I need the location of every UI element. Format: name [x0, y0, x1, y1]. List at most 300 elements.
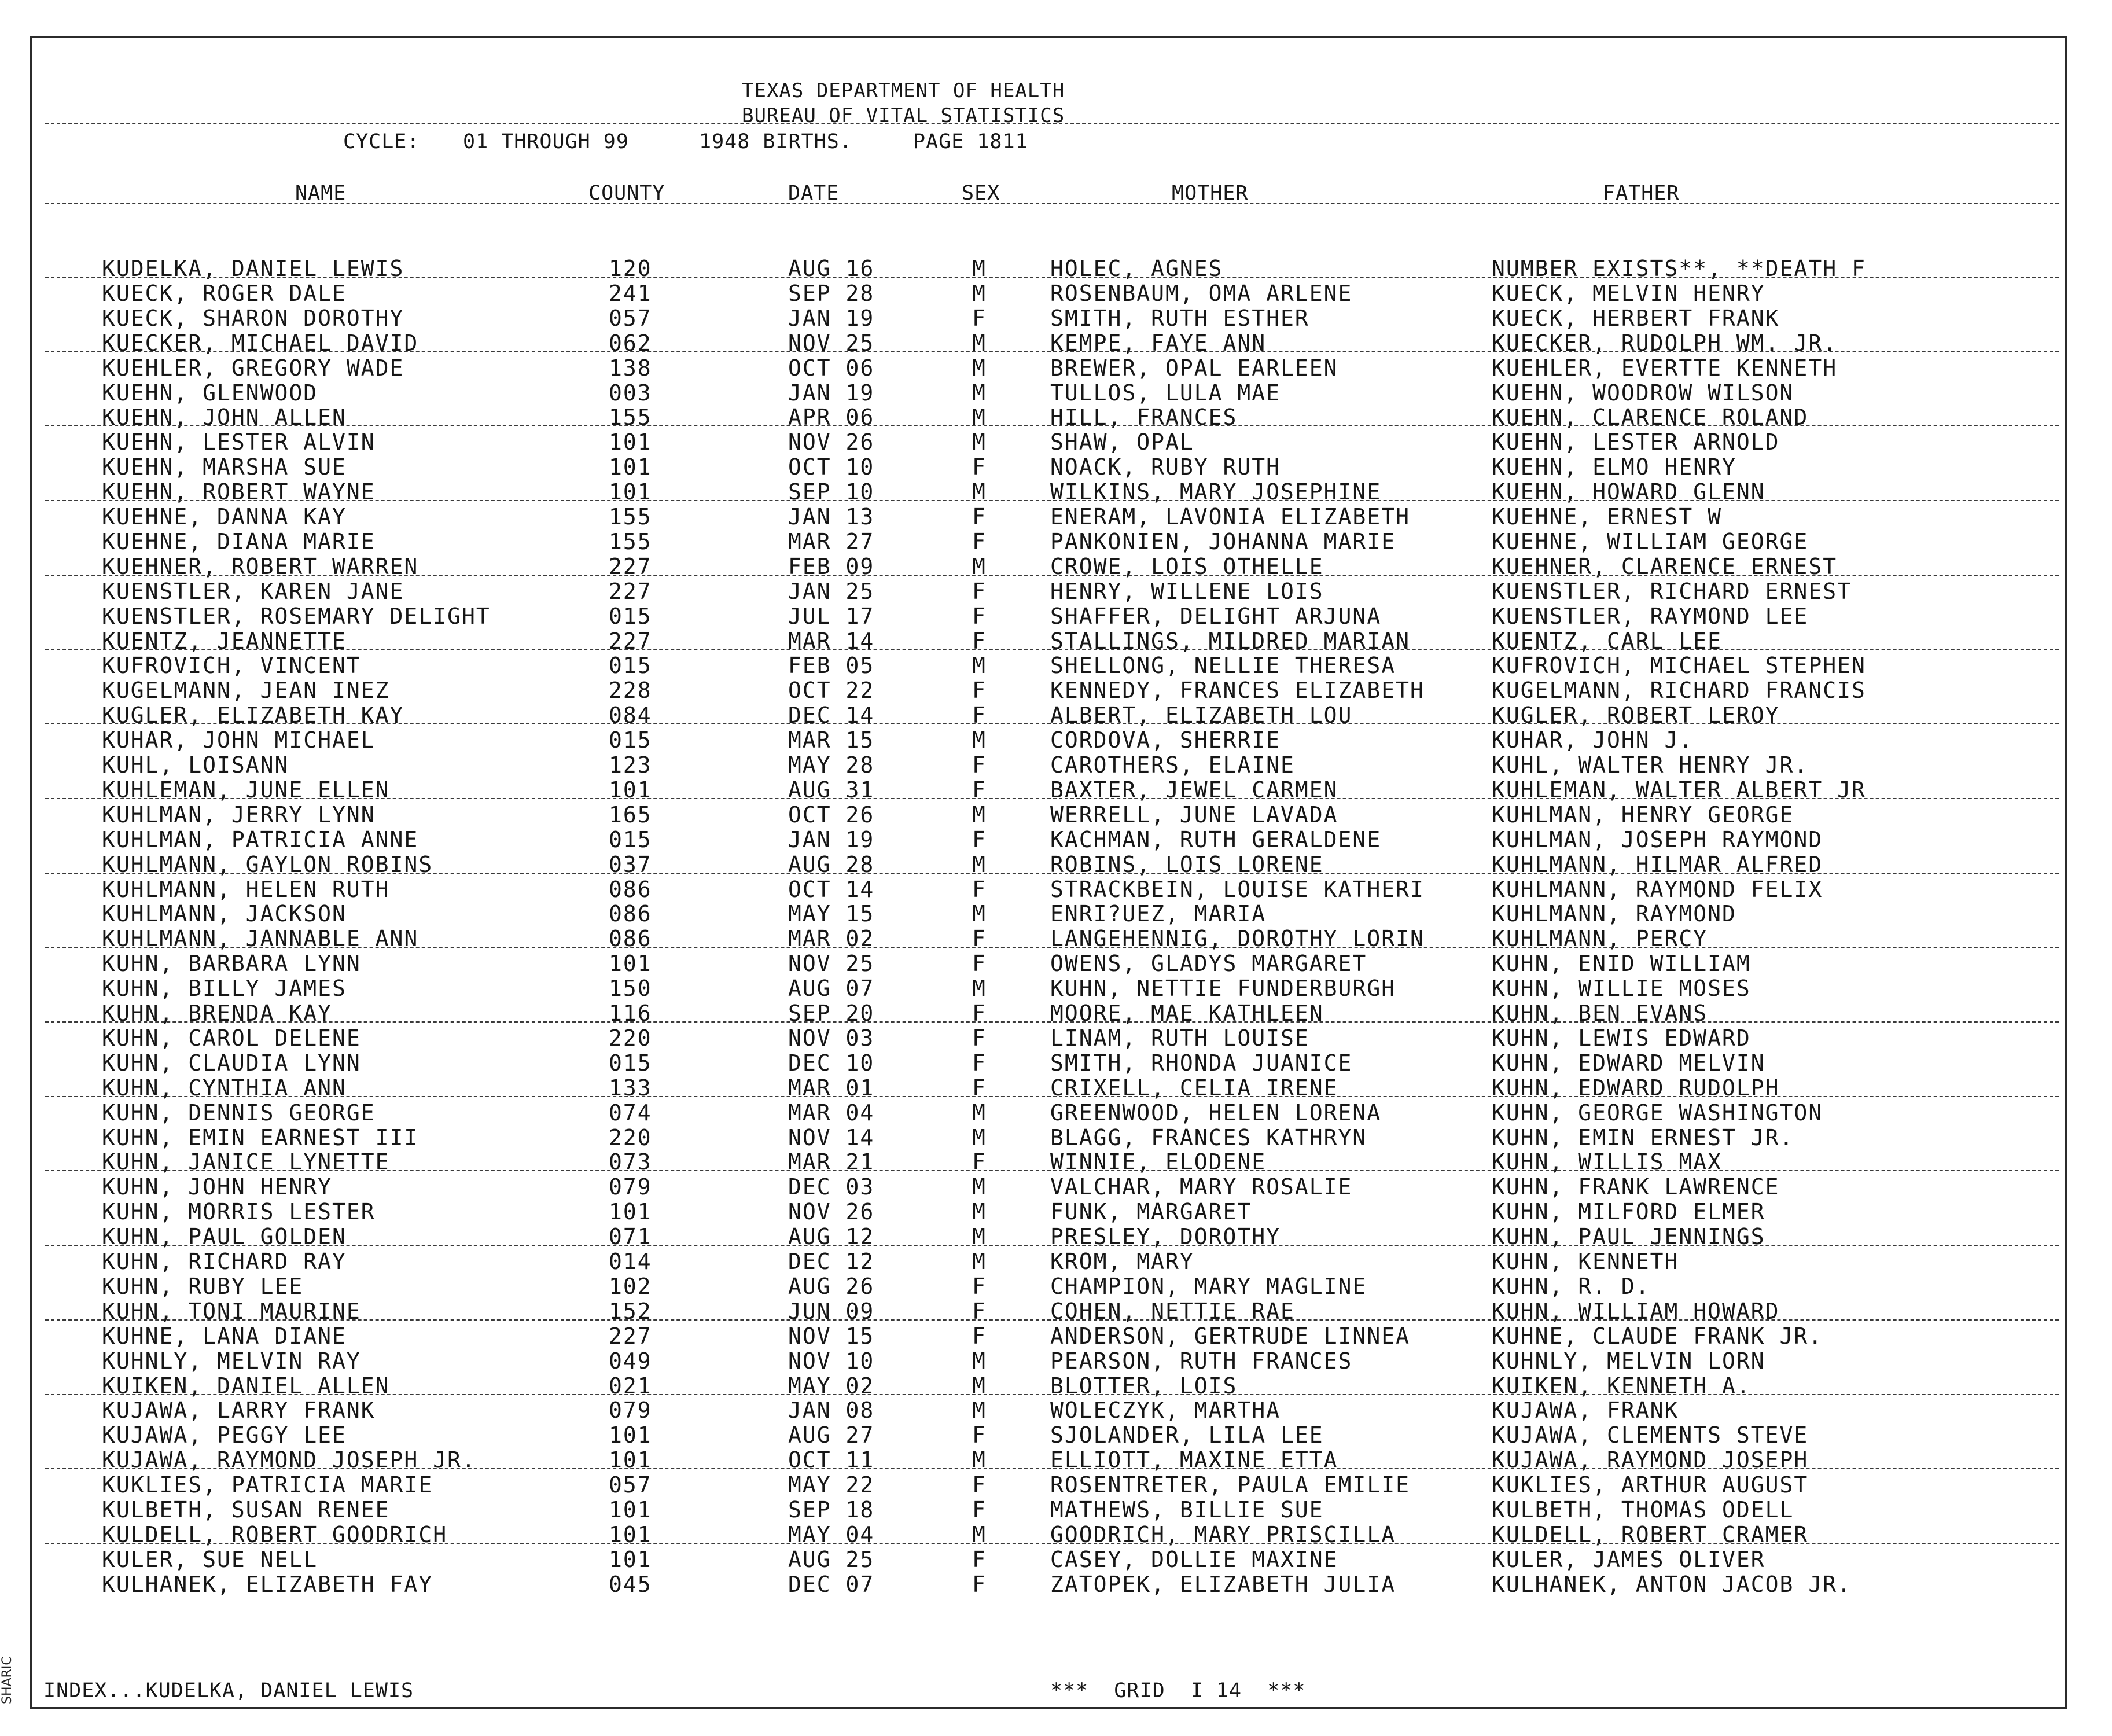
cell-date: DEC 14	[788, 703, 875, 728]
cell-date: NOV 10	[788, 1348, 875, 1374]
cell-county: 101	[609, 1547, 652, 1572]
cell-sex: F	[972, 1001, 987, 1026]
cell-mother: LINAM, RUTH LOUISE	[1050, 1025, 1309, 1051]
cell-date: OCT 10	[788, 454, 875, 480]
cell-name: KUENSTLER, KAREN JANE	[102, 579, 404, 604]
cell-father: KUECK, HERBERT FRANK	[1492, 306, 1780, 331]
cell-date: AUG 28	[788, 852, 875, 877]
cell-mother: PEARSON, RUTH FRANCES	[1050, 1348, 1353, 1374]
cell-name: KUECKER, MICHAEL DAVID	[102, 330, 419, 356]
cell-county: 101	[609, 479, 652, 505]
cell-county: 102	[609, 1274, 652, 1299]
cell-county: 086	[609, 926, 652, 951]
cell-name: KUHN, BARBARA LYNN	[102, 951, 361, 976]
cell-date: NOV 15	[788, 1323, 875, 1349]
cell-sex: F	[972, 1547, 987, 1572]
cell-county: 003	[609, 380, 652, 406]
cell-date: NOV 25	[788, 330, 875, 356]
cell-father: KUFROVICH, MICHAEL STEPHEN	[1492, 653, 1866, 678]
cell-father: KUENTZ, CARL LEE	[1492, 628, 1723, 654]
row-rule	[45, 1170, 2059, 1171]
cell-mother: ALBERT, ELIZABETH LOU	[1050, 703, 1353, 728]
cell-date: MAY 28	[788, 752, 875, 778]
page-number: PAGE 1811	[913, 130, 1028, 153]
cell-date: DEC 07	[788, 1572, 875, 1597]
cell-mother: ROSENBAUM, OMA ARLENE	[1050, 281, 1353, 306]
cell-mother: FUNK, MARGARET	[1050, 1199, 1252, 1224]
cell-mother: PANKONIEN, JOHANNA MARIE	[1050, 529, 1396, 554]
cell-mother: KUHN, NETTIE FUNDERBURGH	[1050, 976, 1396, 1001]
cell-mother: ROBINS, LOIS LORENE	[1050, 852, 1324, 877]
cell-mother: SHELLONG, NELLIE THERESA	[1050, 653, 1396, 678]
cell-father: KUHLMANN, RAYMOND FELIX	[1492, 877, 1823, 902]
cell-mother: SJOLANDER, LILA LEE	[1050, 1422, 1324, 1448]
cell-mother: HILL, FRANCES	[1050, 404, 1238, 430]
cell-county: 074	[609, 1100, 652, 1126]
column-mother: MOTHER	[1172, 182, 1249, 205]
cell-county: 101	[609, 1199, 652, 1224]
cell-county: 138	[609, 355, 652, 381]
cell-date: OCT 22	[788, 678, 875, 703]
cell-father: KUJAWA, FRANK	[1492, 1397, 1679, 1423]
cell-county: 073	[609, 1149, 652, 1175]
cell-date: AUG 12	[788, 1224, 875, 1249]
cell-sex: M	[972, 1100, 987, 1126]
cell-name: KUHN, CLAUDIA LYNN	[102, 1050, 361, 1076]
cell-county: 241	[609, 281, 652, 306]
row-rule	[45, 351, 2059, 352]
cell-father: KUHLMANN, PERCY	[1492, 926, 1708, 951]
cell-date: DEC 12	[788, 1249, 875, 1274]
cell-sex: F	[972, 1497, 987, 1522]
cell-sex: M	[972, 429, 987, 455]
cell-father: KUEHN, ELMO HENRY	[1492, 454, 1736, 480]
cell-sex: M	[972, 1249, 987, 1274]
column-father: FATHER	[1603, 182, 1680, 205]
cell-mother: SMITH, RHONDA JUANICE	[1050, 1050, 1353, 1076]
cell-county: 165	[609, 802, 652, 827]
cell-name: KUECK, ROGER DALE	[102, 281, 347, 306]
cell-county: 155	[609, 504, 652, 529]
cell-father: KUEHN, HOWARD GLENN	[1492, 479, 1765, 505]
grid-label: *** GRID I 14 ***	[1050, 1679, 1306, 1702]
cell-mother: HENRY, WILLENE LOIS	[1050, 579, 1324, 604]
cell-sex: M	[972, 1174, 987, 1200]
cell-county: 101	[609, 1447, 652, 1473]
cell-sex: F	[972, 1422, 987, 1448]
row-rule	[45, 425, 2059, 426]
cell-date: AUG 25	[788, 1547, 875, 1572]
cell-county: 101	[609, 1497, 652, 1522]
cell-county: 086	[609, 877, 652, 902]
cell-name: KUEHNE, DIANA MARIE	[102, 529, 376, 554]
cell-name: KUEHLER, GREGORY WADE	[102, 355, 404, 381]
cell-date: MAR 02	[788, 926, 875, 951]
cell-mother: CRIXELL, CELIA IRENE	[1050, 1075, 1338, 1101]
cell-sex: F	[972, 604, 987, 629]
cell-father: KUHN, KENNETH	[1492, 1249, 1679, 1274]
cell-date: AUG 27	[788, 1422, 875, 1448]
cell-sex: F	[972, 628, 987, 654]
cell-name: KUKLIES, PATRICIA MARIE	[102, 1472, 433, 1498]
cell-mother: KROM, MARY	[1050, 1249, 1194, 1274]
side-label: SHARIC	[0, 1656, 14, 1704]
cell-name: KUHLMAN, JERRY LYNN	[102, 802, 376, 827]
cell-mother: MOORE, MAE KATHLEEN	[1050, 1001, 1324, 1026]
cell-mother: PRESLEY, DOROTHY	[1050, 1224, 1281, 1249]
row-rule	[45, 1021, 2059, 1023]
cell-sex: M	[972, 355, 987, 381]
cell-county: 133	[609, 1075, 652, 1101]
cell-sex: M	[972, 256, 987, 281]
cell-date: NOV 26	[788, 1199, 875, 1224]
cell-father: KULDELL, ROBERT CRAMER	[1492, 1522, 1809, 1547]
cell-sex: M	[972, 404, 987, 430]
cell-name: KUHNLY, MELVIN RAY	[102, 1348, 361, 1374]
cell-sex: M	[972, 852, 987, 877]
cell-name: KUHN, RICHARD RAY	[102, 1249, 347, 1274]
cycle-label: CYCLE:	[343, 130, 420, 153]
cell-county: 152	[609, 1299, 652, 1324]
cell-father: KULBETH, THOMAS ODELL	[1492, 1497, 1794, 1522]
cell-sex: F	[972, 1572, 987, 1597]
cell-father: KUHN, BEN EVANS	[1492, 1001, 1708, 1026]
cell-father: KUEHNE, WILLIAM GEORGE	[1492, 529, 1809, 554]
cell-name: KUGELMANN, JEAN INEZ	[102, 678, 390, 703]
cell-county: 101	[609, 429, 652, 455]
cell-name: KUHNE, LANA DIANE	[102, 1323, 347, 1349]
cell-name: KUIKEN, DANIEL ALLEN	[102, 1373, 390, 1399]
cell-sex: F	[972, 529, 987, 554]
cell-sex: M	[972, 653, 987, 678]
cell-date: MAR 15	[788, 727, 875, 753]
cell-mother: GOODRICH, MARY PRISCILLA	[1050, 1522, 1396, 1547]
row-rule	[45, 1394, 2059, 1395]
cell-county: 150	[609, 976, 652, 1001]
cell-mother: OWENS, GLADYS MARGARET	[1050, 951, 1367, 976]
cell-father: KUHLMANN, RAYMOND	[1492, 901, 1736, 926]
cell-county: 155	[609, 529, 652, 554]
cell-sex: F	[972, 504, 987, 529]
cell-mother: CORDOVA, SHERRIE	[1050, 727, 1281, 753]
cell-father: KUHN, EDWARD RUDOLPH	[1492, 1075, 1780, 1101]
cell-date: JAN 19	[788, 306, 875, 331]
cell-mother: BAXTER, JEWEL CARMEN	[1050, 777, 1338, 803]
cell-father: KUEHLER, EVERTTE KENNETH	[1492, 355, 1838, 381]
cell-mother: WOLECZYK, MARTHA	[1050, 1397, 1281, 1423]
cell-mother: ELLIOTT, MAXINE ETTA	[1050, 1447, 1338, 1473]
cell-date: DEC 10	[788, 1050, 875, 1076]
cell-date: JAN 25	[788, 579, 875, 604]
cell-sex: M	[972, 1373, 987, 1399]
cell-county: 079	[609, 1397, 652, 1423]
cell-name: KUENSTLER, ROSEMARY DELIGHT	[102, 604, 491, 629]
cell-county: 123	[609, 752, 652, 778]
cell-father: KUHN, WILLIE MOSES	[1492, 976, 1751, 1001]
cell-county: 101	[609, 1422, 652, 1448]
row-rule	[45, 1245, 2059, 1246]
cell-name: KUEHN, GLENWOOD	[102, 380, 318, 406]
cell-date: NOV 26	[788, 429, 875, 455]
row-rule	[45, 1468, 2059, 1469]
cell-county: 015	[609, 1050, 652, 1076]
cell-father: KUECKER, RUDOLPH WM. JR.	[1492, 330, 1838, 356]
cell-county: 049	[609, 1348, 652, 1374]
cell-father: KUENSTLER, RICHARD ERNEST	[1492, 579, 1852, 604]
cell-father: KUHAR, JOHN J.	[1492, 727, 1694, 753]
row-rule	[45, 873, 2059, 874]
cell-date: MAR 01	[788, 1075, 875, 1101]
cell-name: KUHN, RUBY LEE	[102, 1274, 304, 1299]
cell-father: KUGELMANN, RICHARD FRANCIS	[1492, 678, 1866, 703]
cell-county: 101	[609, 777, 652, 803]
cell-mother: WINNIE, ELODENE	[1050, 1149, 1267, 1175]
row-rule	[45, 947, 2059, 948]
cell-mother: WERRELL, JUNE LAVADA	[1050, 802, 1338, 827]
cell-mother: ENERAM, LAVONIA ELIZABETH	[1050, 504, 1410, 529]
cell-sex: M	[972, 802, 987, 827]
cell-date: OCT 14	[788, 877, 875, 902]
cell-father: KUHNE, CLAUDE FRANK JR.	[1492, 1323, 1823, 1349]
cell-county: 084	[609, 703, 652, 728]
cell-father: KUHN, EDWARD MELVIN	[1492, 1050, 1765, 1076]
cell-name: KUJAWA, LARRY FRANK	[102, 1397, 376, 1423]
cell-date: OCT 11	[788, 1447, 875, 1473]
cell-county: 227	[609, 628, 652, 654]
column-name: NAME	[295, 182, 347, 205]
cell-name: KUFROVICH, VINCENT	[102, 653, 361, 678]
cell-father: KUHN, GEORGE WASHINGTON	[1492, 1100, 1823, 1126]
cell-name: KUJAWA, RAYMOND JOSEPH JR.	[102, 1447, 476, 1473]
cell-sex: M	[972, 727, 987, 753]
cell-name: KUEHNER, ROBERT WARREN	[102, 554, 419, 579]
row-rule	[45, 649, 2059, 650]
cell-date: MAR 27	[788, 529, 875, 554]
cell-father: KULER, JAMES OLIVER	[1492, 1547, 1765, 1572]
cell-mother: CASEY, DOLLIE MAXINE	[1050, 1547, 1338, 1572]
cell-sex: M	[972, 1522, 987, 1547]
cell-date: SEP 20	[788, 1001, 875, 1026]
cell-county: 057	[609, 306, 652, 331]
cell-date: JAN 13	[788, 504, 875, 529]
column-rule	[45, 203, 2059, 204]
cell-sex: F	[972, 1075, 987, 1101]
cell-county: 014	[609, 1249, 652, 1274]
cell-mother: BLOTTER, LOIS	[1050, 1373, 1238, 1399]
cell-mother: STALLINGS, MILDRED MARIAN	[1050, 628, 1410, 654]
cell-father: KUHN, MILFORD ELMER	[1492, 1199, 1765, 1224]
cell-date: NOV 25	[788, 951, 875, 976]
cell-mother: VALCHAR, MARY ROSALIE	[1050, 1174, 1353, 1200]
cell-sex: M	[972, 976, 987, 1001]
cell-name: KUHN, PAUL GOLDEN	[102, 1224, 347, 1249]
cell-father: KUGLER, ROBERT LEROY	[1492, 703, 1780, 728]
cell-date: MAY 15	[788, 901, 875, 926]
cell-sex: M	[972, 1224, 987, 1249]
cell-father: NUMBER EXISTS**, **DEATH F	[1492, 256, 1866, 281]
cell-father: KUHLMAN, JOSEPH RAYMOND	[1492, 827, 1823, 852]
cell-name: KUENTZ, JEANNETTE	[102, 628, 347, 654]
cell-father: KUHN, FRANK LAWRENCE	[1492, 1174, 1780, 1200]
cell-sex: F	[972, 1025, 987, 1051]
cell-date: MAR 21	[788, 1149, 875, 1175]
cell-name: KULDELL, ROBERT GOODRICH	[102, 1522, 448, 1547]
cell-date: JUN 09	[788, 1299, 875, 1324]
cell-father: KUEHNER, CLARENCE ERNEST	[1492, 554, 1838, 579]
cell-date: SEP 18	[788, 1497, 875, 1522]
cell-sex: F	[972, 877, 987, 902]
cell-name: KUEHN, MARSHA SUE	[102, 454, 347, 480]
cell-father: KUIKEN, KENNETH A.	[1492, 1373, 1751, 1399]
cell-father: KUHLEMAN, WALTER ALBERT JR	[1492, 777, 1866, 803]
cell-mother: KEMPE, FAYE ANN	[1050, 330, 1267, 356]
cell-county: 057	[609, 1472, 652, 1498]
cell-name: KUHN, BILLY JAMES	[102, 976, 347, 1001]
cell-sex: M	[972, 554, 987, 579]
cell-county: 220	[609, 1025, 652, 1051]
cell-father: KUEHN, LESTER ARNOLD	[1492, 429, 1780, 455]
cell-name: KUHN, EMIN EARNEST III	[102, 1125, 419, 1150]
cell-mother: NOACK, RUBY RUTH	[1050, 454, 1281, 480]
row-rule	[45, 575, 2059, 576]
cell-mother: LANGEHENNIG, DOROTHY LORIN	[1050, 926, 1425, 951]
cell-sex: F	[972, 1274, 987, 1299]
cell-name: KUHN, TONI MAURINE	[102, 1299, 361, 1324]
cell-father: KULHANEK, ANTON JACOB JR.	[1492, 1572, 1852, 1597]
cell-sex: M	[972, 901, 987, 926]
cell-name: KUHL, LOISANN	[102, 752, 289, 778]
cell-father: KUHN, ENID WILLIAM	[1492, 951, 1751, 976]
cell-mother: CHAMPION, MARY MAGLINE	[1050, 1274, 1367, 1299]
cell-name: KUHLEMAN, JUNE ELLEN	[102, 777, 390, 803]
row-rule	[45, 1096, 2059, 1097]
cell-date: SEP 10	[788, 479, 875, 505]
cell-father: KUHN, WILLIAM HOWARD	[1492, 1299, 1780, 1324]
cell-name: KUHN, CYNTHIA ANN	[102, 1075, 347, 1101]
cell-date: JAN 19	[788, 380, 875, 406]
cell-name: KUHN, BRENDA KAY	[102, 1001, 333, 1026]
cell-father: KUJAWA, RAYMOND JOSEPH	[1492, 1447, 1809, 1473]
column-sex: SEX	[962, 182, 1000, 205]
cell-mother: ROSENTRETER, PAULA EMILIE	[1050, 1472, 1410, 1498]
cell-date: OCT 06	[788, 355, 875, 381]
column-county: COUNTY	[588, 182, 665, 205]
cell-sex: F	[972, 827, 987, 852]
cell-father: KUENSTLER, RAYMOND LEE	[1492, 604, 1809, 629]
cell-county: 045	[609, 1572, 652, 1597]
cell-name: KUHN, CAROL DELENE	[102, 1025, 361, 1051]
cell-sex: F	[972, 1299, 987, 1324]
cell-date: NOV 14	[788, 1125, 875, 1150]
cell-county: 021	[609, 1373, 652, 1399]
cell-sex: M	[972, 1397, 987, 1423]
cell-county: 079	[609, 1174, 652, 1200]
cell-name: KULER, SUE NELL	[102, 1547, 318, 1572]
cell-sex: F	[972, 951, 987, 976]
cell-date: JAN 19	[788, 827, 875, 852]
cell-date: DEC 03	[788, 1174, 875, 1200]
cell-county: 227	[609, 1323, 652, 1349]
cell-name: KUDELKA, DANIEL LEWIS	[102, 256, 404, 281]
cell-county: 101	[609, 454, 652, 480]
cell-name: KUHN, JANICE LYNETTE	[102, 1149, 390, 1175]
cell-sex: F	[972, 1149, 987, 1175]
cell-mother: ZATOPEK, ELIZABETH JULIA	[1050, 1572, 1396, 1597]
cell-mother: SHAW, OPAL	[1050, 429, 1194, 455]
cell-county: 037	[609, 852, 652, 877]
cell-date: SEP 28	[788, 281, 875, 306]
cycle-value: 01 THROUGH 99	[463, 130, 629, 153]
cell-mother: SHAFFER, DELIGHT ARJUNA	[1050, 604, 1382, 629]
cell-mother: HOLEC, AGNES	[1050, 256, 1223, 281]
cell-sex: M	[972, 1447, 987, 1473]
cell-sex: M	[972, 1125, 987, 1150]
cell-father: KUJAWA, CLEMENTS STEVE	[1492, 1422, 1809, 1448]
year-births: 1948 BIRTHS.	[699, 130, 852, 153]
cell-mother: ENRI?UEZ, MARIA	[1050, 901, 1267, 926]
cell-county: 116	[609, 1001, 652, 1026]
header-rule	[45, 123, 2059, 124]
cell-county: 062	[609, 330, 652, 356]
cell-mother: COHEN, NETTIE RAE	[1050, 1299, 1295, 1324]
cell-date: AUG 26	[788, 1274, 875, 1299]
cell-name: KUHN, DENNIS GEORGE	[102, 1100, 376, 1126]
column-date: DATE	[788, 182, 840, 205]
cell-name: KUHLMANN, GAYLON ROBINS	[102, 852, 433, 877]
cell-sex: F	[972, 306, 987, 331]
cell-sex: M	[972, 281, 987, 306]
cell-county: 101	[609, 1522, 652, 1547]
row-rule	[45, 798, 2059, 799]
cell-mother: BREWER, OPAL EARLEEN	[1050, 355, 1338, 381]
cell-father: KUHN, LEWIS EDWARD	[1492, 1025, 1751, 1051]
cell-mother: GREENWOOD, HELEN LORENA	[1050, 1100, 1382, 1126]
cell-mother: KACHMAN, RUTH GERALDENE	[1050, 827, 1382, 852]
cell-sex: M	[972, 1348, 987, 1374]
cell-name: KUECK, SHARON DOROTHY	[102, 306, 404, 331]
cell-date: FEB 09	[788, 554, 875, 579]
cell-sex: F	[972, 752, 987, 778]
cell-mother: MATHEWS, BILLIE SUE	[1050, 1497, 1324, 1522]
cell-mother: KENNEDY, FRANCES ELIZABETH	[1050, 678, 1425, 703]
cell-mother: BLAGG, FRANCES KATHRYN	[1050, 1125, 1367, 1150]
cell-name: KUHN, MORRIS LESTER	[102, 1199, 376, 1224]
cell-date: JAN 08	[788, 1397, 875, 1423]
cell-county: 071	[609, 1224, 652, 1249]
cell-date: JUL 17	[788, 604, 875, 629]
cell-name: KUHN, JOHN HENRY	[102, 1174, 333, 1200]
dept-title: TEXAS DEPARTMENT OF HEALTH	[742, 79, 1065, 102]
cell-father: KUECK, MELVIN HENRY	[1492, 281, 1765, 306]
cell-mother: TULLOS, LULA MAE	[1050, 380, 1281, 406]
cell-date: FEB 05	[788, 653, 875, 678]
cell-name: KUEHN, JOHN ALLEN	[102, 404, 347, 430]
cell-name: KULBETH, SUSAN RENEE	[102, 1497, 390, 1522]
cell-sex: M	[972, 330, 987, 356]
cell-sex: F	[972, 703, 987, 728]
cell-sex: F	[972, 678, 987, 703]
cell-county: 015	[609, 827, 652, 852]
cell-father: KUHN, WILLIS MAX	[1492, 1149, 1723, 1175]
cell-date: AUG 16	[788, 256, 875, 281]
row-rule	[45, 500, 2059, 501]
cell-county: 228	[609, 678, 652, 703]
cell-mother: STRACKBEIN, LOUISE KATHERI	[1050, 877, 1425, 902]
cell-mother: SMITH, RUTH ESTHER	[1050, 306, 1309, 331]
cell-county: 155	[609, 404, 652, 430]
cell-name: KUHAR, JOHN MICHAEL	[102, 727, 376, 753]
cell-name: KUHLMANN, HELEN RUTH	[102, 877, 390, 902]
